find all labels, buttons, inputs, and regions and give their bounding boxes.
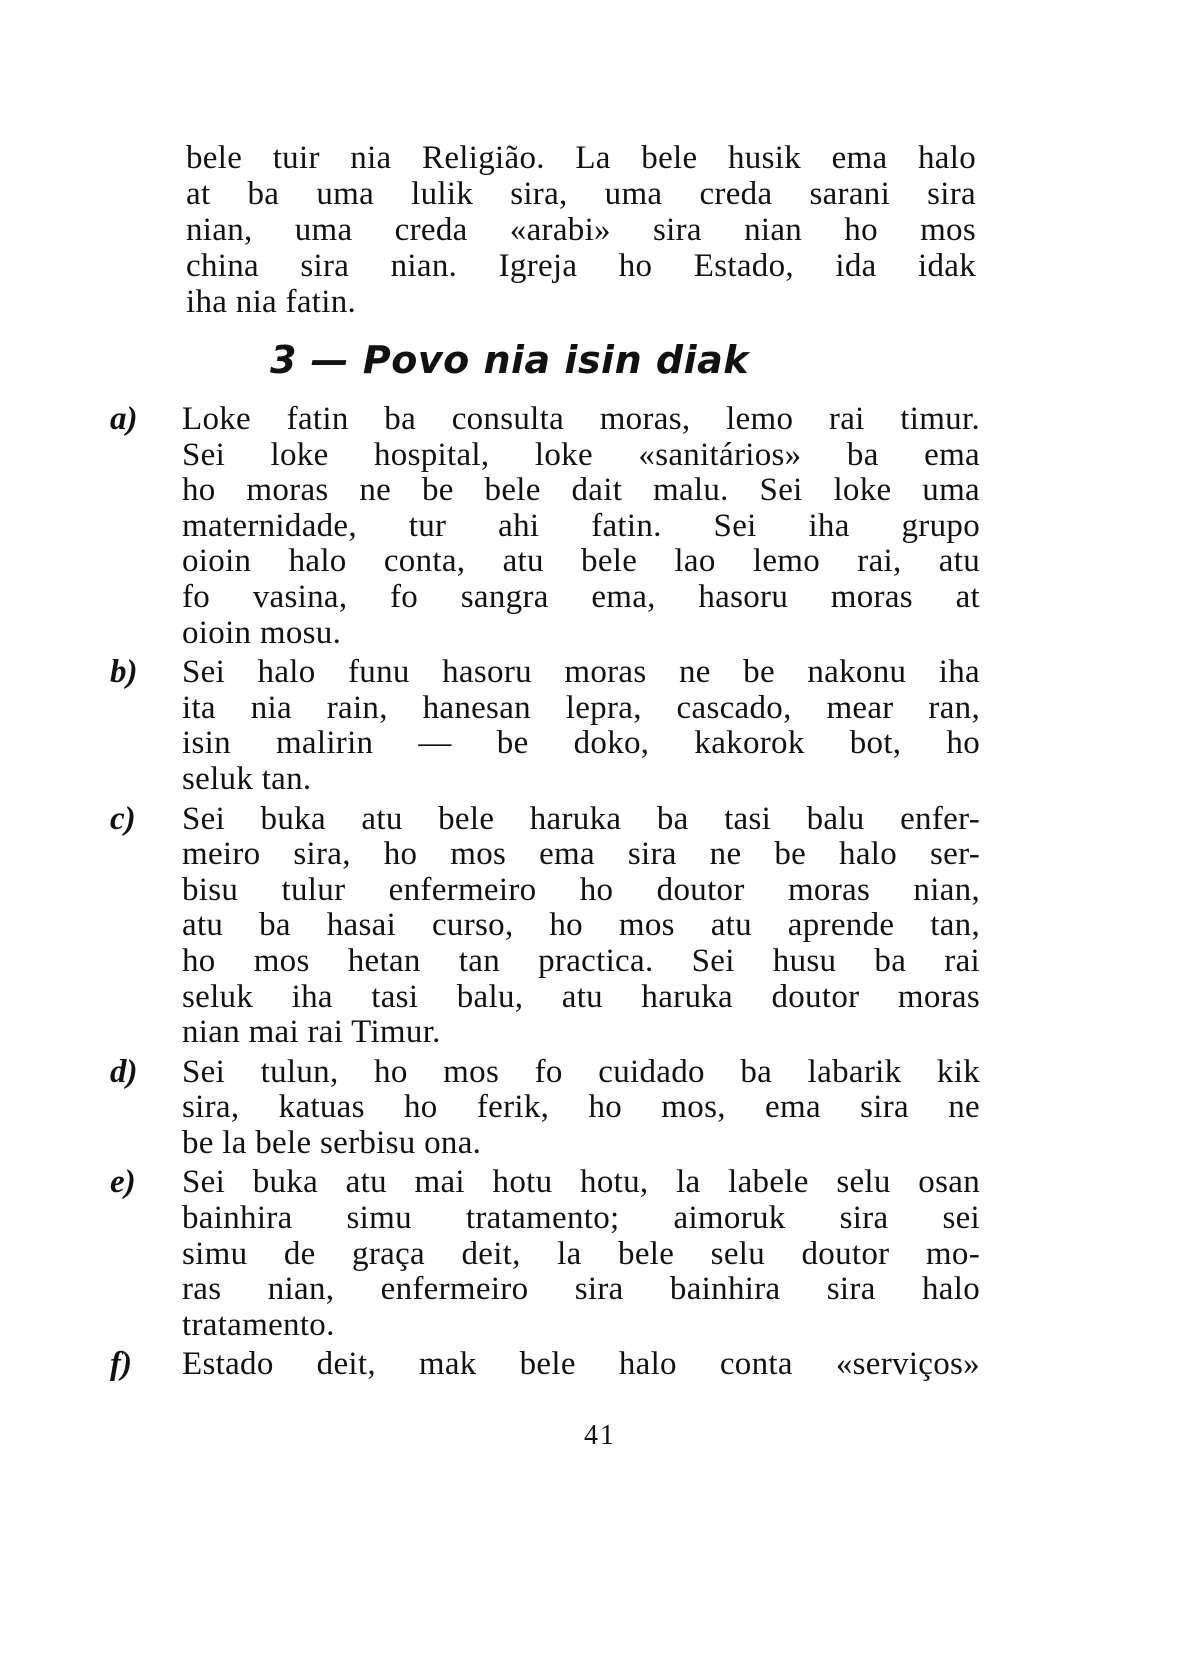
item-line: Sei loke hospital, loke «sanitários» ba ema	[182, 436, 980, 473]
intro-paragraph	[186, 140, 976, 320]
item-marker: c)	[110, 800, 136, 837]
item-line: meiro sira, ho mos ema sira ne be halo ser-	[182, 836, 980, 873]
page-number: 41	[584, 1420, 616, 1451]
item-line: seluk iha tasi balu, atu haruka doutor moras	[182, 978, 980, 1015]
intro-line: nian, uma creda «arabi» sira nian ho mos	[186, 212, 976, 248]
item-line: ho mos hetan tan practica. Sei husu ba rai	[182, 942, 980, 979]
item-marker: a)	[110, 401, 138, 437]
section-heading: 3 — Povo nia isin diak	[270, 338, 750, 382]
item-line: be la bele serbisu ona.	[182, 1124, 482, 1161]
item-line: oioin halo conta, atu bele lao lemo rai, atu	[182, 543, 980, 580]
item-marker: d)	[110, 1053, 138, 1090]
list-item-e	[110, 1165, 980, 1343]
item-marker: b)	[110, 654, 138, 691]
item-line: tratamento.	[182, 1306, 335, 1343]
list-item-b	[110, 655, 980, 797]
intro-line: bele tuir nia Religião. La bele husik ema halo	[186, 140, 976, 176]
item-line: Estado deit, mak bele halo conta «serviços»	[182, 1346, 980, 1383]
item-line: bainhira simu tratamento; aimoruk sira sei	[182, 1200, 980, 1237]
intro-line: at ba uma lulik sira, uma creda sarani sira	[186, 176, 976, 212]
list-item-d	[110, 1055, 980, 1162]
item-list	[110, 402, 980, 1387]
intro-line: china sira nian. Igreja ho Estado, ida idak	[186, 248, 976, 284]
item-line: sira, katuas ho ferik, ho mos, ema sira ne	[182, 1089, 980, 1126]
item-line: Loke fatin ba consulta moras, lemo rai timur.	[182, 401, 980, 437]
item-line: oioin mosu.	[182, 614, 342, 651]
item-line: Sei buka atu bele haruka ba tasi balu enfer-	[182, 800, 980, 837]
item-line: maternidade, tur ahi fatin. Sei iha grupo	[182, 507, 980, 544]
item-line: fo vasina, fo sangra ema, hasoru moras at	[182, 578, 980, 615]
item-line: ho moras ne be bele dait malu. Sei loke uma	[182, 472, 980, 509]
item-line: ita nia rain, hanesan lepra, cascado, mear ran,	[182, 689, 980, 726]
item-marker: e)	[110, 1164, 136, 1201]
item-line: atu ba hasai curso, ho mos atu aprende tan,	[182, 907, 980, 944]
item-line: nian mai rai Timur.	[182, 1014, 441, 1051]
intro-line: iha nia fatin.	[186, 284, 357, 320]
item-line: ras nian, enfermeiro sira bainhira sira halo	[182, 1271, 980, 1308]
item-line: Sei buka atu mai hotu hotu, la labele selu osan	[182, 1164, 980, 1201]
item-line: seluk tan.	[182, 760, 312, 797]
item-line: isin malirin — be doko, kakorok bot, ho	[182, 725, 980, 762]
list-item-c	[110, 802, 980, 1051]
item-line: simu de graça deit, la bele selu doutor mo-	[182, 1235, 980, 1272]
list-item-a	[110, 402, 980, 651]
list-item-f	[110, 1347, 980, 1383]
item-line: bisu tulur enfermeiro ho doutor moras nian,	[182, 871, 980, 908]
item-line: Sei tulun, ho mos fo cuidado ba labarik kik	[182, 1053, 980, 1090]
item-line: Sei halo funu hasoru moras ne be nakonu iha	[182, 654, 980, 691]
item-marker: f)	[110, 1346, 132, 1383]
